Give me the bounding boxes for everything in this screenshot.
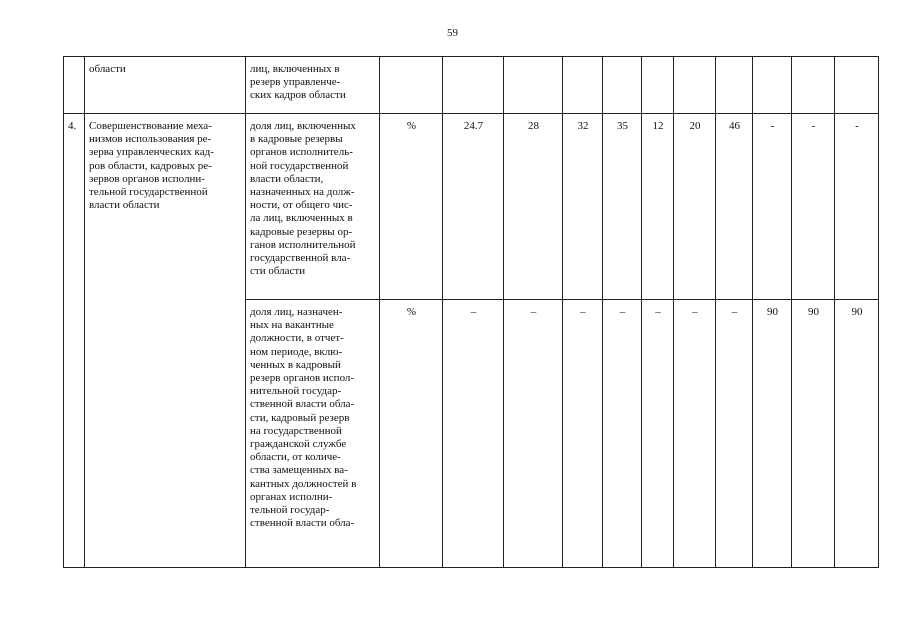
value-cell (504, 57, 563, 114)
value-cell: 90 (753, 300, 792, 568)
value-cell: - (753, 114, 792, 300)
value-cell: 12 (642, 114, 674, 300)
value-cell: 90 (835, 300, 879, 568)
value-cell: – (642, 300, 674, 568)
value-cell (792, 57, 835, 114)
indicator-cell: доля лиц, включенных в кадровые резервы органов исполнитель- ной государственной власти области, назначенных на долж- ности, от общего чис- ла лиц, включенных в кадровые резервы ор- ганов исполнительной государственной вла- сти области (246, 114, 380, 300)
value-cell: – (563, 300, 603, 568)
value-cell: 28 (504, 114, 563, 300)
value-cell: – (443, 300, 504, 568)
page-number: 59 (447, 27, 458, 39)
unit-cell: % (380, 114, 443, 300)
indicator-cell: лиц, включенных в резерв управленче- ских кадров области (246, 57, 380, 114)
indicator-table (63, 56, 879, 568)
value-cell (674, 57, 716, 114)
value-cell (443, 57, 504, 114)
value-cell: 20 (674, 114, 716, 300)
unit-cell (380, 57, 443, 114)
value-cell (642, 57, 674, 114)
value-cell: – (674, 300, 716, 568)
task-cell: области (85, 57, 246, 114)
value-cell: 90 (792, 300, 835, 568)
value-cell (835, 57, 879, 114)
indicator-cell: доля лиц, назначен- ных на вакантные должности, в отчет- ном периоде, вклю- ченных в кадровый резерв органов испол- нительной государ- ственной власти обла- сти, кадровый резерв на государственной гражданской службе области, от количе- ства замещенных ва- кантных должностей в органах исполни- тельной государ- ственной власти обла- (246, 300, 380, 568)
value-cell: – (716, 300, 753, 568)
value-cell: – (603, 300, 642, 568)
table-row (64, 114, 879, 300)
table-row (64, 57, 879, 114)
value-cell (563, 57, 603, 114)
row-number-cell (64, 57, 85, 114)
value-cell: 24.7 (443, 114, 504, 300)
task-cell: Совершенствование меха- низмов использования ре- зерва управленческих кад- ров области, кадровых ре- зервов органов исполни- тельной государственной власти области (85, 114, 246, 568)
value-cell (716, 57, 753, 114)
row-number-cell: 4. (64, 114, 85, 568)
value-cell: 32 (563, 114, 603, 300)
value-cell: 46 (716, 114, 753, 300)
value-cell: - (835, 114, 879, 300)
value-cell: 35 (603, 114, 642, 300)
value-cell: - (792, 114, 835, 300)
value-cell (753, 57, 792, 114)
unit-cell: % (380, 300, 443, 568)
value-cell: – (504, 300, 563, 568)
value-cell (603, 57, 642, 114)
